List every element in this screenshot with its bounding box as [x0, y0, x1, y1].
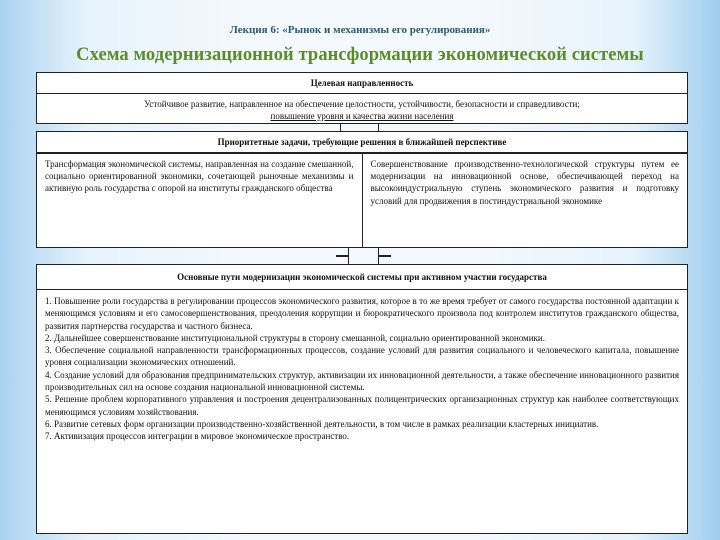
list-item: 2. Дальнейшее совершенствование институциональной структуры в сторону смешанной, социально ориентированной экономики.: [45, 332, 546, 343]
list-item: 5. Решение проблем корпоративного управления и построения децентрализованных полицентрических организационных структур как наиболее соответствующих меняющимся условиям хозяйствования.: [45, 394, 679, 417]
modernization-ways-heading: Основные пути модернизации экономической системы при активном участии государства: [37, 265, 687, 290]
list-item: 7. Активизация процессов интеграции в мировое экономическое пространство.: [45, 431, 350, 442]
arrow-head: [336, 255, 348, 257]
arrow-head: [379, 255, 391, 257]
target-direction-text: [37, 94, 687, 122]
target-text-line2: повышение уровня и качества жизни населения: [270, 111, 454, 122]
priority-task-economic-system: Трансформация экономической системы, направленная на создание смешанной, социально ориентированной экономики, сочетающей рыночные механизмы и активную роль государства с опорой на институты гражданского общества: [37, 154, 363, 247]
list-item: 6. Развитие сетевых форм организации производственно-хозяйственной деятельности, в том числе в рамках реализации кластерных инициатив.: [45, 418, 599, 429]
connector-line: [378, 124, 379, 131]
list-item: 3. Обеспечение социальной направленности трансформационных процессов, создание условий для развития социального и человеческого капитала, повышение уровня социализации экономических отношений.: [45, 345, 679, 368]
list-item: 1. Повышение роли государства в регулировании процессов экономического развития, которое в то же время требует от самого государства постоянной адаптации к меняющимся условиям и его самосовершенствования, преодоления коррупции и бюрократического произвола под контролем институтов гражданского общества, развития партнерства государства и частного бизнеса.: [45, 296, 679, 331]
priority-task-production-structure: Совершенствование производственно-технологической структуры путем ее модернизации на инновационной основе, обеспечивающей переход на высокоиндустриальную ступень экономического развития и подготовку условий для продвижения в постиндустриальной экономике: [370, 159, 679, 206]
target-direction-heading: Целевая направленность: [37, 73, 687, 94]
list-item: 4. Создание условий для образования предпринимательских структур, активизации их инновационной деятельности, а также обеспечение инновационного развития производительных сил на основе создания национальной инновационной системы.: [45, 369, 679, 393]
page-title: Схема модернизационной трансформации экономической системы: [76, 45, 644, 65]
modernization-ways-box: [36, 264, 688, 534]
modernization-ways-list: [37, 290, 687, 443]
target-direction-box: [36, 72, 688, 124]
lecture-title: Лекция 6: «Рынок и механизмы его регулирования»: [229, 24, 491, 36]
target-text-line1: Устойчивое развитие, направленное на обеспечение целостности, устойчивости, безопасности и справедливости;: [144, 99, 580, 109]
priority-tasks-heading: Приоритетные задачи, требующие решения в ближайшей перспективе: [37, 132, 687, 154]
connector-line: [340, 124, 341, 131]
priority-tasks-box: [36, 131, 688, 248]
connector-line: [348, 248, 349, 264]
